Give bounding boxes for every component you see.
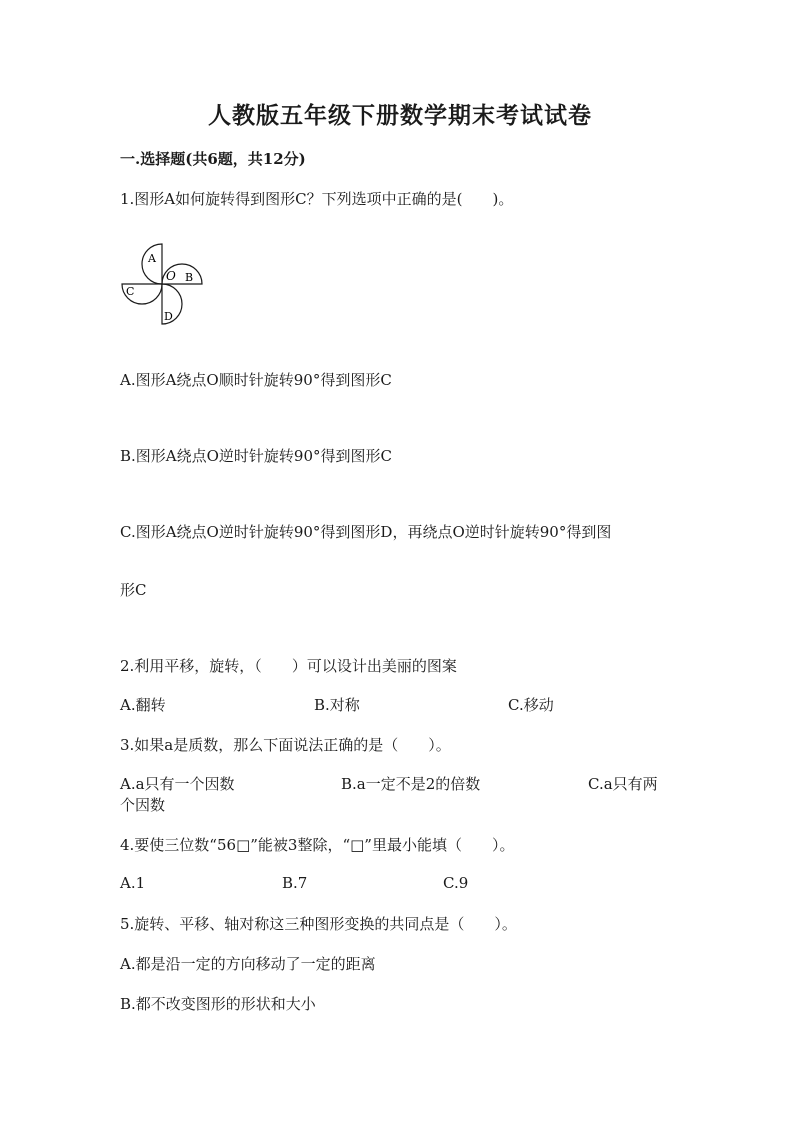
q3-option-c[interactable]: C.a只有两: [588, 775, 658, 793]
q2-option-b[interactable]: B.对称: [314, 696, 360, 714]
question-3-text: 3.如果a是质数，那么下面说法正确的是（ ）。: [120, 736, 451, 754]
q1-option-a[interactable]: A.图形A绕点O顺时针旋转90°得到图形C: [120, 371, 392, 389]
q1-option-c[interactable]: C.图形A绕点O逆时针旋转90°得到图形D，再绕点O逆时针旋转90°得到图: [120, 523, 612, 541]
question-1-text: 1.图形A如何旋转得到图形C？下列选项中正确的是( )。: [120, 190, 514, 208]
q3-option-c-continued: 个因数: [120, 796, 166, 814]
q2-option-c[interactable]: C.移动: [508, 696, 554, 714]
q2-option-a[interactable]: A.翻转: [120, 696, 166, 714]
pinwheel-figure: [118, 240, 210, 330]
question-5-text: 5.旋转、平移、轴对称这三种图形变换的共同点是（ ）。: [120, 915, 517, 933]
exam-title: 人教版五年级下册数学期末考试试卷: [208, 102, 592, 129]
q5-option-b[interactable]: B.都不改变图形的形状和大小: [120, 995, 316, 1013]
q5-option-a[interactable]: A.都是沿一定的方向移动了一定的距离: [120, 955, 376, 973]
label-d: D: [164, 310, 173, 323]
question-2-text: 2.利用平移，旋转，（ ）可以设计出美丽的图案: [120, 657, 457, 675]
q4-option-a[interactable]: A.1: [120, 874, 146, 892]
label-a: A: [148, 252, 156, 265]
q3-option-b[interactable]: B.a一定不是2的倍数: [341, 775, 481, 793]
question-4-text: 4.要使三位数“56□”能被3整除，“□”里最小能填（ ）。: [120, 836, 515, 854]
label-c: C: [126, 285, 135, 298]
q4-option-b[interactable]: B.7: [282, 874, 308, 892]
label-o: O: [166, 269, 176, 283]
q3-option-a[interactable]: A.a只有一个因数: [120, 775, 235, 793]
q1-option-c-continued: 形C: [120, 581, 147, 599]
q1-option-b[interactable]: B.图形A绕点O逆时针旋转90°得到图形C: [120, 447, 392, 465]
section-heading: 一.选择题(共6题，共12分): [120, 150, 306, 168]
label-b: B: [185, 271, 194, 284]
q4-option-c[interactable]: C.9: [443, 874, 469, 892]
